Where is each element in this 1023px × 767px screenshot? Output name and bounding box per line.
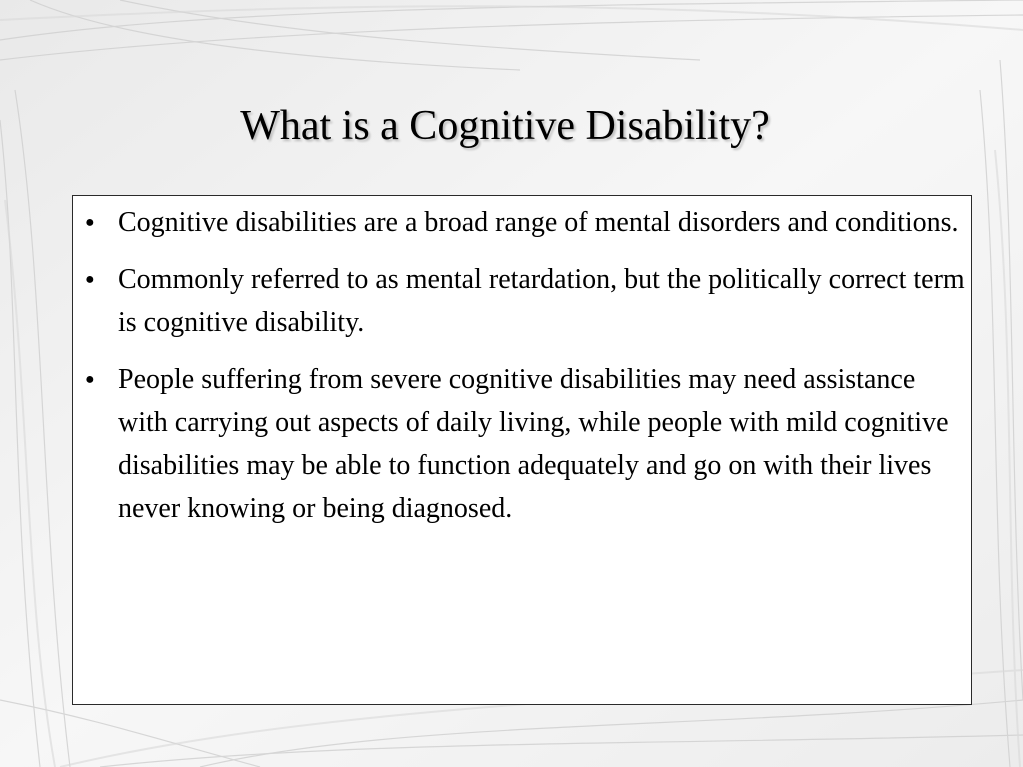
bullet-list bbox=[83, 201, 971, 544]
bullet-text: People suffering from severe cognitive disabilities may need assistance with carrying out aspects of daily living, while people with mild cognitive disabilities may be able to function adequately and go on with their lives never knowing or being diagnosed. bbox=[118, 364, 949, 524]
bullet-icon: ● bbox=[85, 214, 95, 231]
bullet-icon: ● bbox=[85, 271, 95, 288]
content-box bbox=[72, 195, 972, 705]
bullet-item bbox=[83, 358, 971, 530]
bullet-icon: ● bbox=[85, 371, 95, 388]
bullet-item bbox=[83, 201, 971, 244]
slide-title: What is a Cognitive Disability? bbox=[240, 103, 770, 149]
bullet-item bbox=[83, 258, 971, 344]
bullet-text: Cognitive disabilities are a broad range of mental disorders and conditions. bbox=[118, 207, 959, 238]
bullet-text: Commonly referred to as mental retardation, but the politically correct term is cognitive disability. bbox=[118, 264, 965, 338]
